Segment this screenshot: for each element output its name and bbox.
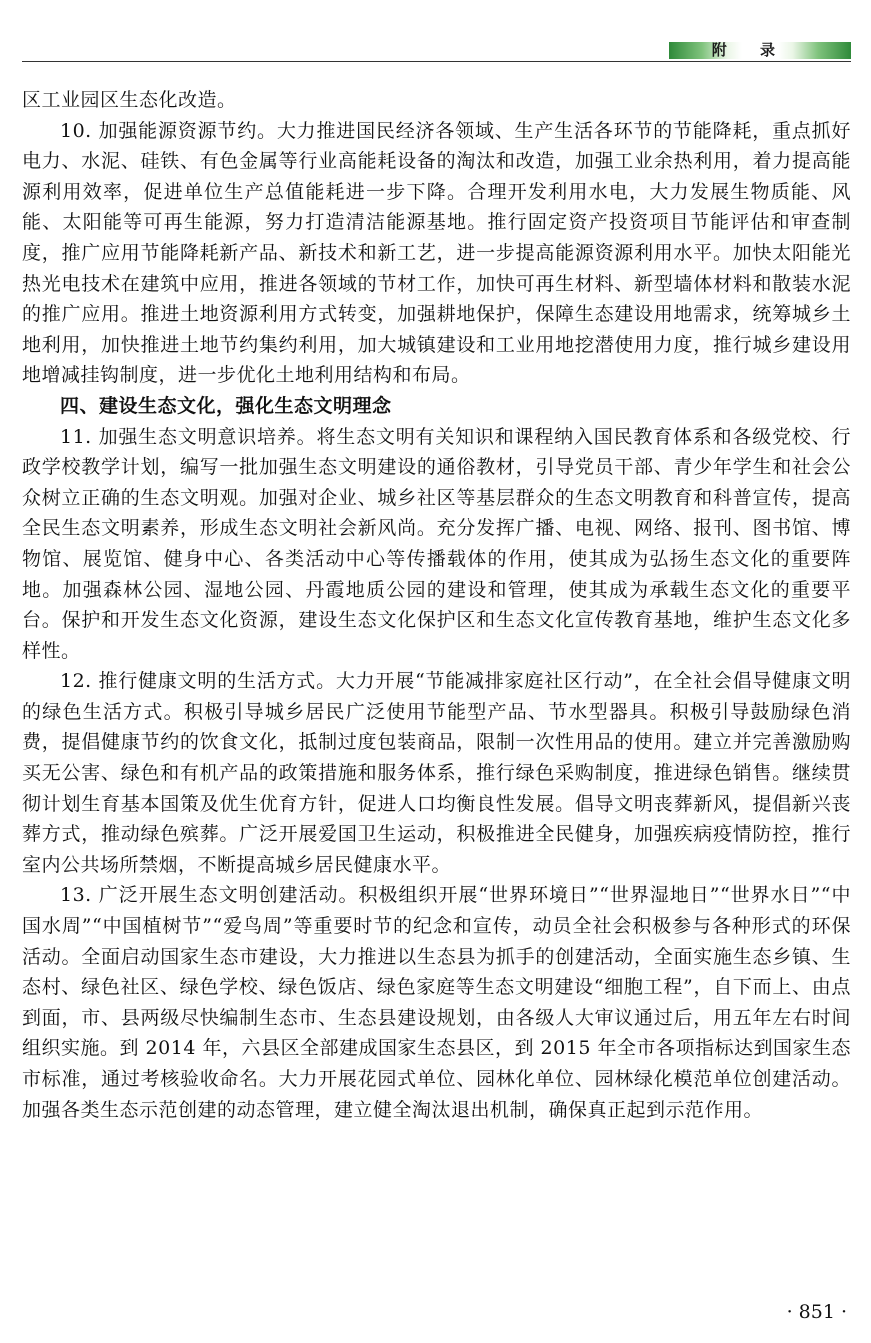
paragraph-item-11: 11. 加强生态文明意识培养。将生态文明有关知识和课程纳入国民教育体系和各级党校、行政学校教学计划，编写一批加强生态文明建设的通俗教材，引导党员干部、青少年学生和社会公众树立正确的生态文明观。加强对企业、城乡社区等基层群众的生态文明教育和科普宣传，提高全民生态文明素养，形成生态文明社会新风尚。充分发挥广播、电视、网络、报刊、图书馆、博物馆、展览馆、健身中心、各类活动中心等传播载体的作用，使其成为弘扬生态文化的重要阵地。加强森林公园、湿地公园、丹霞地质公园的建设和管理，使其成为承载生态文化的重要平台。保护和开发生态文化资源，建设生态文化保护区和生态文化宣传教育基地，维护生态文化多样性。: [22, 425, 851, 662]
paragraph-continuation: 区工业园区生态化改造。: [22, 89, 237, 111]
header-section-title: 附 录: [711, 41, 789, 59]
page-number: · 851 ·: [786, 1301, 847, 1323]
paragraph-item-13: 13. 广泛开展生态文明创建活动。积极组织开展“世界环境日”“世界湿地日”“世界水日”“中国水周”“中国植树节”“爱鸟周”等重要时节的纪念和宣传，动员全社会积极参与各种形式的环保活动。全面启动国家生态市建设，大力推进以生态县为抓手的创建活动，全面实施生态乡镇、生态村、绿色社区、绿色学校、绿色饭店、绿色家庭等生态文明建设“细胞工程”，自下而上、由点到面，市、县两级尽快编制生态市、生态县建设规划，由各级人大审议通过后，用五年左右时间组织实施。到 2014 年，六县区全部建成国家生态县区，到 2015 年全市各项指标达到国家生态市标准，通过考核验收命名。大力开展花园式单位、园林化单位、园林绿化模范单位创建活动。加强各类生态示范创建的动态管理，建立健全淘汰退出机制，确保真正起到示范作用。: [22, 884, 851, 1121]
section-heading: 四、建设生态文化，强化生态文明理念: [60, 394, 392, 417]
paragraph-item-10: 10. 加强能源资源节约。大力推进国民经济各领域、生产生活各环节的节能降耗，重点抓好电力、水泥、硅铁、有色金属等行业高能耗设备的淘汰和改造，加强工业余热利用，着力提高能源利用效率，促进单位生产总值能耗进一步下降。合理开发利用水电，大力发展生物质能、风能、太阳能等可再生能源，努力打造清洁能源基地。推行固定资产投资项目节能评估和审查制度，推广应用节能降耗新产品、新技术和新工艺，进一步提高能源资源利用水平。加快太阳能光热光电技术在建筑中应用，推进各领域的节材工作，加快可再生材料、新型墙体材料和散装水泥的推广应用。推进土地资源利用方式转变，加强耕地保护，保障生态建设用地需求，统筹城乡土地利用，加快推进土地节约集约利用，加大城镇建设和工业用地挖潜使用力度，推行城乡建设用地增减挂钩制度，进一步优化土地利用结构和布局。: [22, 119, 851, 387]
paragraph-item-12: 12. 推行健康文明的生活方式。大力开展“节能减排家庭社区行动”，在全社会倡导健康文明的绿色生活方式。积极引导城乡居民广泛使用节能型产品、节水型器具。积极引导鼓励绿色消费，提倡健康节约的饮食文化，抵制过度包装商品，限制一次性用品的使用。建立并完善激励购买无公害、绿色和有机产品的政策措施和服务体系，推行绿色采购制度，推进绿色销售。继续贯彻计划生育基本国策及优生优育方针，促进人口均衡良性发展。倡导文明丧葬新风，提倡新兴丧葬方式，推动绿色殡葬。广泛开展爱国卫生运动，积极推进全民健身，加强疾病疫情防控，推行室内公共场所禁烟，不断提高城乡居民健康水平。: [22, 670, 851, 876]
running-header: [22, 40, 851, 64]
body-text: [22, 85, 851, 1125]
header-rule: [22, 61, 851, 62]
